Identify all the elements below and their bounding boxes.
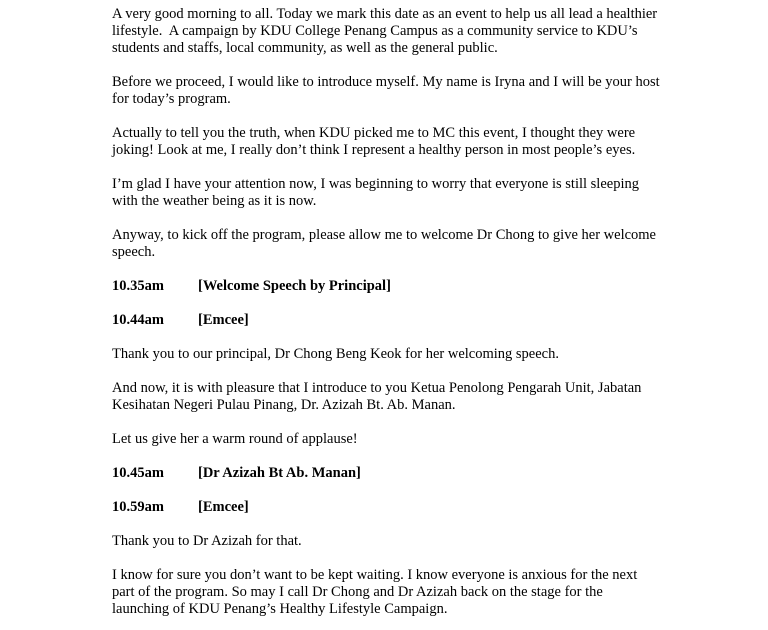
paragraph-mc-joke: Actually to tell you the truth, when KDU picked me to MC this event, I thought they were joking! Look at me, I really don’t think I represent a healthy person in most people’s eyes. [112, 125, 639, 158]
schedule-time: 10.35am [112, 278, 164, 294]
schedule-row-welcome-speech [112, 278, 660, 295]
schedule-label: [Emcee] [198, 499, 249, 515]
schedule-row-dr-azizah [112, 465, 660, 482]
paragraph-applause: Let us give her a warm round of applause! [112, 431, 358, 447]
schedule-time: 10.45am [112, 465, 164, 481]
paragraph-host-introduction: Before we proceed, I would like to introduce myself. My name is Iryna and I will be your host for today’s program. [112, 74, 664, 107]
paragraph-attention-remark: I’m glad I have your attention now, I was beginning to worry that everyone is still sleeping with the weather being as it is now. [112, 176, 643, 209]
schedule-time: 10.59am [112, 499, 164, 515]
schedule-label: [Welcome Speech by Principal] [198, 278, 391, 294]
paragraph-thanks-principal: Thank you to our principal, Dr Chong Beng Keok for her welcoming speech. [112, 346, 559, 362]
schedule-label: [Dr Azizah Bt Ab. Manan] [198, 465, 361, 481]
paragraph-thanks-dr-azizah: Thank you to Dr Azizah for that. [112, 533, 302, 549]
paragraph-launching-campaign: I know for sure you don’t want to be kept waiting. I know everyone is anxious for the next part of the program. So may I call Dr Chong and Dr Azizah back on the stage for the launching of KDU Penang’s Healthy Lifestyle Campaign. [112, 567, 641, 617]
paragraph-welcome-dr-chong: Anyway, to kick off the program, please allow me to welcome Dr Chong to give her welcome speech. [112, 227, 660, 260]
schedule-row-emcee-2 [112, 499, 660, 516]
schedule-time: 10.44am [112, 312, 164, 328]
paragraph-introduce-dr-azizah: And now, it is with pleasure that I introduce to you Ketua Penolong Pengarah Unit, Jabatan Kesihatan Negeri Pulau Pinang, Dr. Azizah Bt. Ab. Manan. [112, 380, 646, 413]
paragraph-opening-greeting: A very good morning to all. Today we mark this date as an event to help us all lead a healthier lifestyle. A campaign by KDU College Penang Campus as a community service to KDU’s students and staffs, local community, as well as the general public. [112, 6, 661, 56]
schedule-label: [Emcee] [198, 312, 249, 328]
schedule-row-emcee-1 [112, 312, 660, 329]
